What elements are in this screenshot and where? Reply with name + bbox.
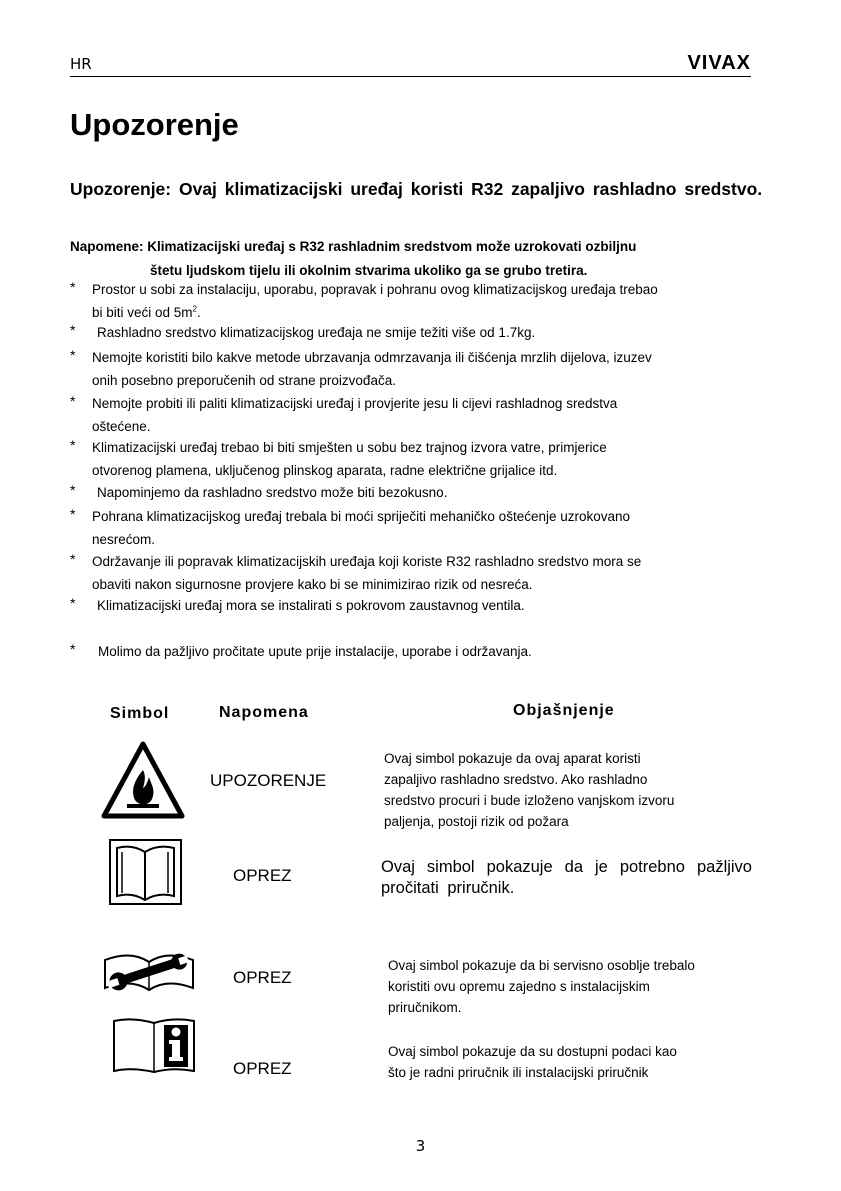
explanation-line: koristiti ovu opremu zajedno s instalacijskim — [388, 979, 650, 994]
page-header — [70, 50, 751, 77]
row-4-label: OPREZ — [233, 1059, 292, 1078]
explanation-line: priručnikom. — [388, 1000, 462, 1015]
bullet-line: nesrećom. — [92, 531, 156, 547]
bullet-star: * — [70, 641, 76, 657]
note-block — [70, 235, 770, 283]
bullet-line: onih posebno preporučenih od strane proizvođača. — [92, 372, 396, 388]
language-code: HR — [70, 55, 92, 73]
bullet-line: otvorenog plamena, uključenog plinskog aparata, radne električne grijalice itd. — [92, 462, 558, 478]
bullet-star: * — [70, 347, 76, 363]
column-header-note: Napomena — [219, 704, 309, 721]
open-manual-icon — [108, 838, 183, 906]
bullet-line-end: . — [197, 304, 201, 320]
bullet-star: * — [70, 279, 76, 295]
bullet-line: obaviti nakon sigurnosne provjere kako bi se minimizirao rizik od nesreća. — [92, 576, 533, 592]
bullet-star: * — [70, 482, 76, 498]
bullet-line: Nemojte probiti ili paliti klimatizacijski uređaj i provjerite jesu li cijevi rashladnog sredstva — [92, 396, 618, 411]
bullet-line: Klimatizacijski uređaj trebao bi biti smješten u sobu bez trajnog izvora vatre, primjerice — [92, 440, 607, 455]
flammable-warning-icon — [101, 740, 185, 820]
explanation-line: što je radni priručnik ili instalacijski priručnik — [388, 1065, 649, 1080]
bullet-line: Nemojte koristiti bilo kakve metode ubrzavanja odmrzavanja ili čišćenja mrzlih dijelova, izuzev — [92, 350, 652, 365]
bullet-line: oštećene. — [92, 418, 151, 434]
row-3-label: OPREZ — [233, 968, 292, 987]
superscript: 2 — [192, 304, 197, 313]
note-line-1: Napomene: Klimatizacijski uređaj s R32 rashladnim sredstvom može uzrokovati ozbiljnu — [70, 239, 637, 254]
bullet-star: * — [70, 595, 76, 611]
warning-subtitle: Upozorenje: Ovaj klimatizacijski uređaj koristi R32 zapaljivo rashladno sredstvo. — [70, 179, 763, 199]
explanation-line: zapaljivo rashladno sredstvo. Ako rashladno — [384, 772, 648, 787]
row-1-explanation — [384, 748, 764, 832]
bullet-line: Molimo da pažljivo pročitate upute prije instalacije, uporabe i održavanja. — [98, 644, 532, 659]
column-header-explanation: Objašnjenje — [513, 702, 615, 719]
bullet-line: Napominjemo da rashladno sredstvo može biti bezokusno. — [97, 485, 448, 500]
page-title: Upozorenje — [70, 107, 239, 142]
bullet-line: Održavanje ili popravak klimatizacijskih uređaja koji koriste R32 rashladno sredstvo mora se — [92, 554, 642, 569]
bullet-star: * — [70, 506, 76, 522]
bullet-line: Rashladno sredstvo klimatizacijskog uređaja ne smije težiti više od 1.7kg. — [97, 325, 536, 340]
note-line-2: štetu ljudskom tijelu ili okolnim stvarima ukoliko ga se grubo tretira. — [150, 263, 588, 278]
row-4-explanation — [388, 1041, 768, 1083]
row-2-label: OPREZ — [233, 866, 292, 885]
explanation-line: Ovaj simbol pokazuje da su dostupni podaci kao — [388, 1044, 677, 1059]
bullet-line: Prostor u sobi za instalaciju, uporabu, popravak i pohranu ovog klimatizacijskog uređaja trebao — [92, 282, 658, 297]
bullet-line: bi biti veći od 5m — [92, 304, 193, 320]
info-manual-icon — [112, 1017, 196, 1073]
bullet-star: * — [70, 551, 76, 567]
row-2-explanation: Ovaj simbol pokazuje da je potrebno pažljivo pročitati priručnik. — [381, 858, 752, 897]
bullet-line: Klimatizacijski uređaj mora se instalirati s pokrovom zaustavnog ventila. — [97, 598, 525, 613]
row-3-explanation — [388, 955, 768, 1018]
explanation-line: Ovaj simbol pokazuje da bi servisno osoblje trebalo — [388, 958, 695, 973]
explanation-line: sredstvo procuri i bude izloženo vanjskom izvoru — [384, 793, 675, 808]
row-1-label: UPOZORENJE — [210, 771, 327, 790]
page-number: 3 — [415, 1137, 426, 1155]
column-header-symbol: Simbol — [110, 705, 170, 722]
bullet-star: * — [70, 393, 76, 409]
brand-logo: VIVAX — [687, 52, 751, 74]
explanation-line: paljenja, postoji rizik od požara — [384, 814, 569, 829]
bullet-line: Pohrana klimatizacijskog uređaj trebala bi moći spriječiti mehaničko oštećenje uzrokovano — [92, 509, 631, 524]
bullet-star: * — [70, 322, 76, 338]
bullet-star: * — [70, 437, 76, 453]
service-manual-wrench-icon — [101, 948, 197, 996]
explanation-line: Ovaj simbol pokazuje da ovaj aparat koristi — [384, 751, 641, 766]
